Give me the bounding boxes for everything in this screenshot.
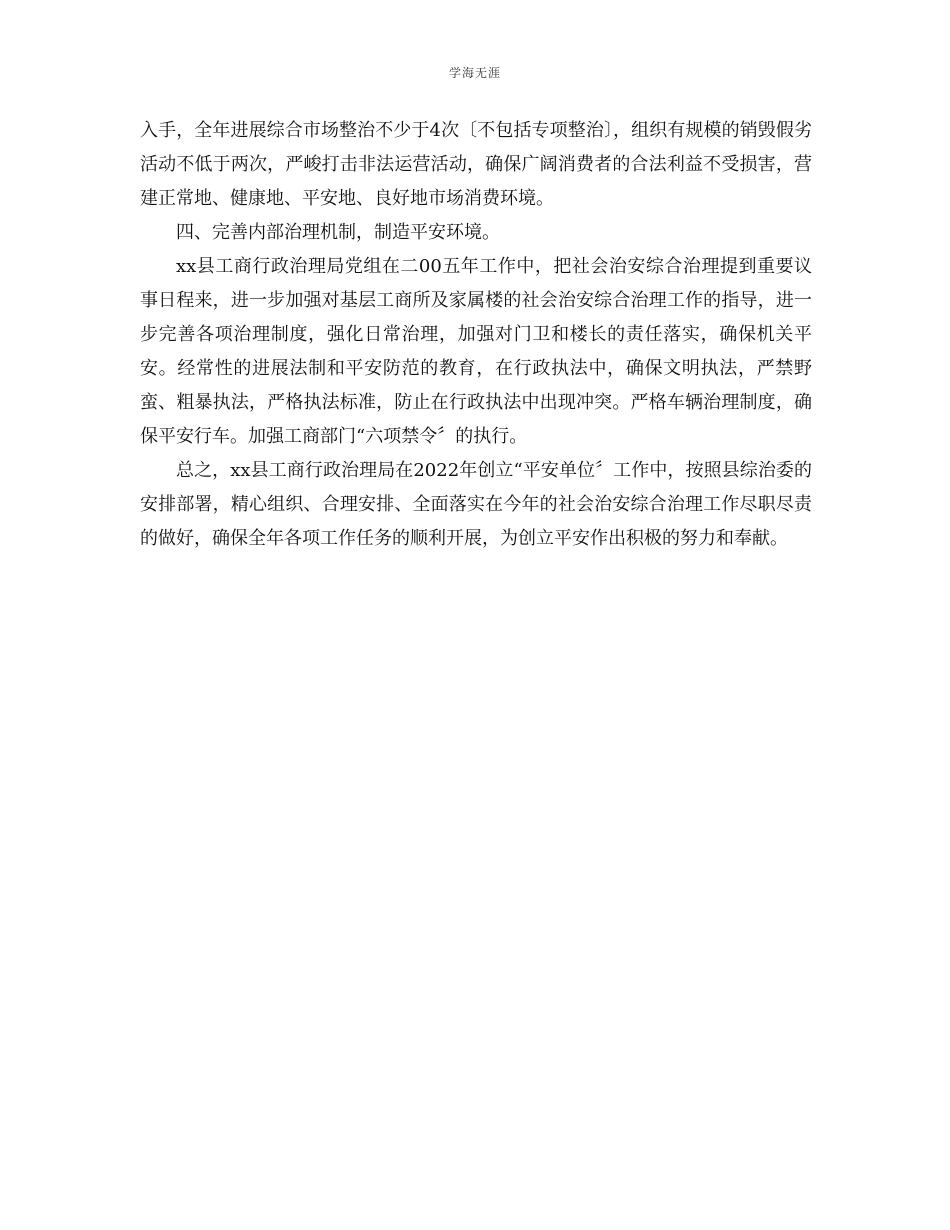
- document-body: [140, 114, 812, 556]
- page-header: 学海无涯: [448, 66, 501, 80]
- section-heading-4: 四、完善内部治理机制，制造平安环境。: [176, 222, 500, 243]
- paragraph-conclusion: 总之，xx县工商行政治理局在2022年创立“平安单位〞工作中，按照县综治委的安排部署，精心组织、合理安排、全面落实在今年的社会治安综合治理工作尽职尽责的做好，确保全年各项工作任务的顺利开展，为创立平安作出积极的努力和奉献。: [140, 460, 812, 549]
- paragraph-1: 入手，全年进展综合市场整治不少于4次〔不包括专项整治〕，组织有规模的销毁假劣活动不低于两次，严峻打击非法运营活动，确保广阔消费者的合法利益不受损害，营建正常地、健康地、平安地、良好地市场消费环境。: [140, 120, 812, 209]
- paragraph-2: xx县工商行政治理局党组在二00五年工作中，把社会治安综合治理提到重要议事日程来，进一步加强对基层工商所及家属楼的社会治安综合治理工作的指导，进一步完善各项治理制度，强化日常治理，加强对门卫和楼长的责任落实，确保机关平安。经常性的进展法制和平安防范的教育，在行政执法中，确保文明执法，严禁野蛮、粗暴执法，严格执法标准，防止在行政执法中出现冲突。严格车辆治理制度，确保平安行车。加强工商部门“六项禁令〞的执行。: [140, 256, 812, 447]
